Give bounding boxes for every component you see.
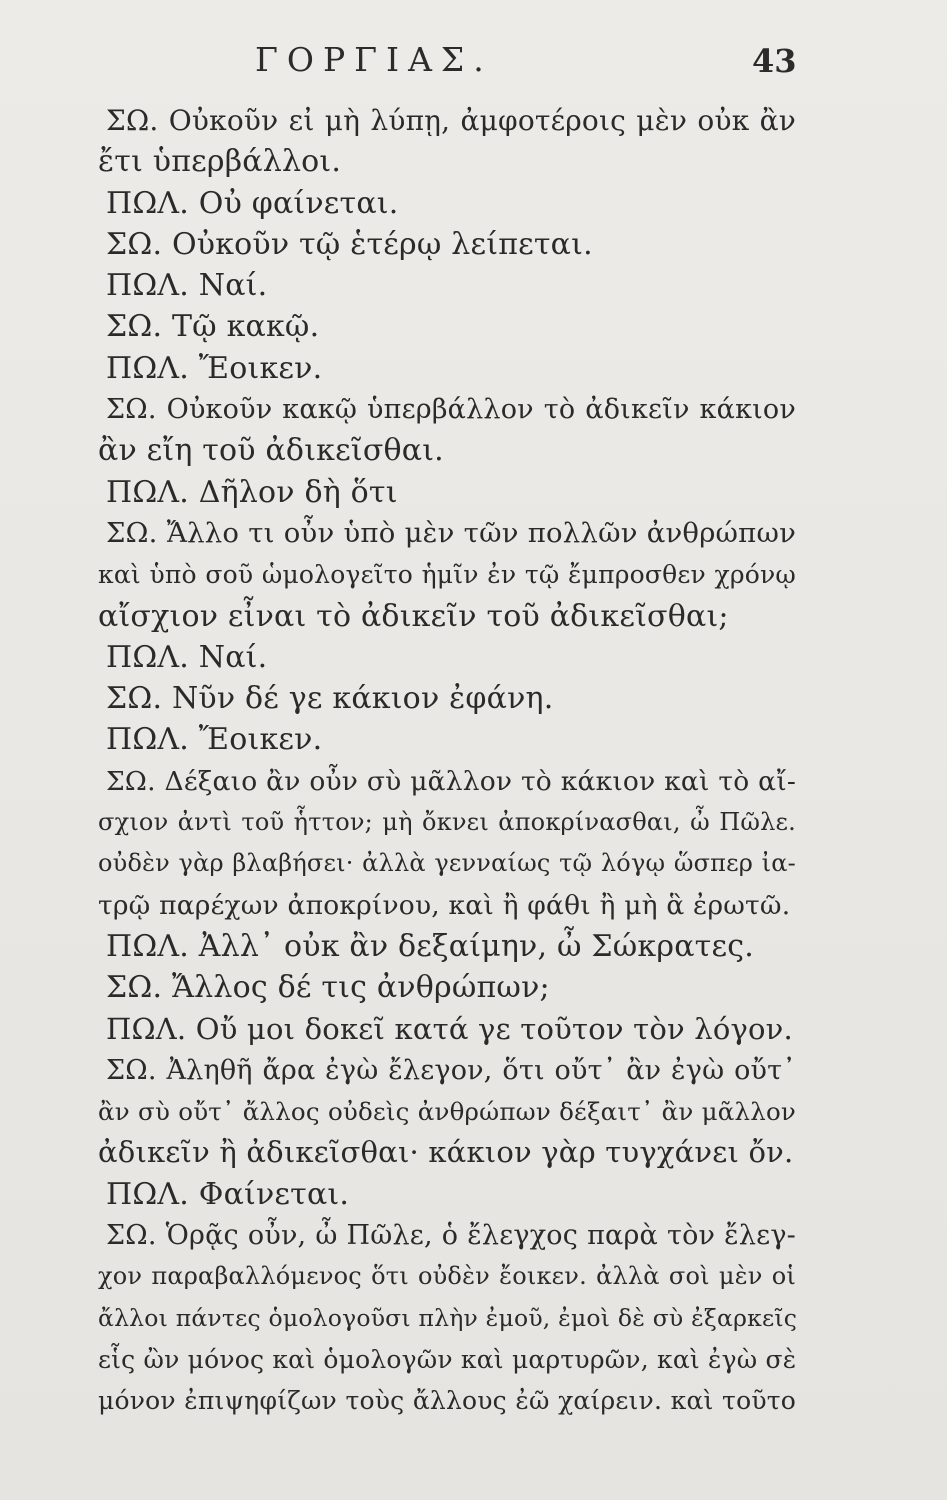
text-line: σχιον ἀντὶ τοῦ ἧττον; μὴ ὄκνει ἀποκρίνασθαι, ὦ Πῶλε. <box>98 808 796 837</box>
text-line: τρῷ παρέχων ἀποκρίνου, καὶ ἢ φάθι ἢ μὴ ἃ ἐρωτῶ. <box>98 889 791 921</box>
text-line: ΣΩ. Τῷ κακῷ. <box>106 309 320 345</box>
text-line: ΠΩΛ. Ἔοικεν. <box>106 350 323 386</box>
text-line: μόνον ἐπιψηφίζων τοὺς ἄλλους ἐῶ χαίρειν. καὶ τοῦτο <box>98 1386 796 1416</box>
running-title: ΓΟΡΓΙΑΣ. <box>255 40 493 79</box>
text-line: ΣΩ. Οὐκοῦν τῷ ἑτέρῳ λείπεται. <box>106 226 593 262</box>
text-line: ἂν σὺ οὔτ᾽ ἄλλος οὐδεὶς ἀνθρώπων δέξαιτ᾽ ἂν μᾶλλον <box>98 1097 796 1127</box>
text-line: ΣΩ. Δέξαιο ἂν οὖν σὺ μᾶλλον τὸ κάκιον καὶ τὸ αἴ- <box>106 765 796 797</box>
dialogue-text <box>98 100 798 1422</box>
text-line: ΣΩ. Νῦν δέ γε κάκιον ἐφάνη. <box>106 681 554 717</box>
text-line: χον παραβαλλόμενος ὅτι οὐδὲν ἔοικεν. ἀλλὰ σοὶ μὲν οἱ <box>98 1262 796 1291</box>
text-line: ΠΩΛ. Οὔ μοι δοκεῖ κατά γε τοῦτον τὸν λόγον. <box>106 1011 793 1046</box>
text-line: ΣΩ. Ἀληθῆ ἄρα ἐγὼ ἔλεγον, ὅτι οὔτ᾽ ἂν ἐγὼ οὔτ᾽ <box>106 1054 796 1086</box>
page-header <box>0 36 947 86</box>
text-line: ΠΩΛ. Φαίνεται. <box>106 1176 350 1212</box>
text-line: ἀδικεῖν ἢ ἀδικεῖσθαι· κάκιον γὰρ τυγχάνει ὄν. <box>98 1135 794 1170</box>
text-line: ΣΩ. Ἄλλο τι οὖν ὑπὸ μὲν τῶν πολλῶν ἀνθρώπων <box>106 516 796 549</box>
text-line: ΣΩ. Οὐκοῦν κακῷ ὑπερβάλλον τὸ ἀδικεῖν κάκιον <box>106 394 796 426</box>
text-line: ΣΩ. Οὐκοῦν εἰ μὴ λύπῃ, ἀμφοτέροις μὲν οὐκ ἂν <box>106 104 796 137</box>
text-line: ΠΩΛ. Ἔοικεν. <box>106 722 323 758</box>
text-line: ἂν εἴη τοῦ ἀδικεῖσθαι. <box>98 433 444 469</box>
page-number: 43 <box>752 42 797 80</box>
text-line: ΣΩ. Ἄλλος δέ τις ἀνθρώπων; <box>106 970 550 1006</box>
text-line: ΠΩΛ. Ναί. <box>106 639 268 675</box>
text-line: αἴσχιον εἶναι τὸ ἀδικεῖν τοῦ ἀδικεῖσθαι; <box>98 598 729 634</box>
text-line: καὶ ὑπὸ σοῦ ὡμολογεῖτο ἡμῖν ἐν τῷ ἔμπροσθεν χρόνῳ <box>98 560 796 590</box>
text-line: οὐδὲν γὰρ βλαβήσει· ἀλλὰ γενναίως τῷ λόγῳ ὥσπερ ἰα- <box>98 849 796 878</box>
text-line: ἔτι ὑπερβάλλοι. <box>98 144 342 180</box>
text-line: ΠΩΛ. Δῆλον δὴ ὅτι <box>106 474 398 510</box>
text-line: εἷς ὢν μόνος καὶ ὁμολογῶν καὶ μαρτυρῶν, καὶ ἐγὼ σὲ <box>98 1344 797 1374</box>
text-line: ΠΩΛ. Ναί. <box>106 268 268 304</box>
text-line: ΠΩΛ. Ἀλλ᾽ οὐκ ἂν δεξαίμην, ὦ Σώκρατες. <box>106 928 754 964</box>
text-line: ΣΩ. Ὁρᾷς οὖν, ὦ Πῶλε, ὁ ἔλεγχος παρὰ τὸν ἔλεγ- <box>106 1220 796 1252</box>
text-line: ἄλλοι πάντες ὁμολογοῦσι πλὴν ἐμοῦ, ἐμοὶ δὲ σὺ ἐξαρκεῖς <box>98 1303 798 1332</box>
text-line: ΠΩΛ. Οὐ φαίνεται. <box>106 185 399 221</box>
